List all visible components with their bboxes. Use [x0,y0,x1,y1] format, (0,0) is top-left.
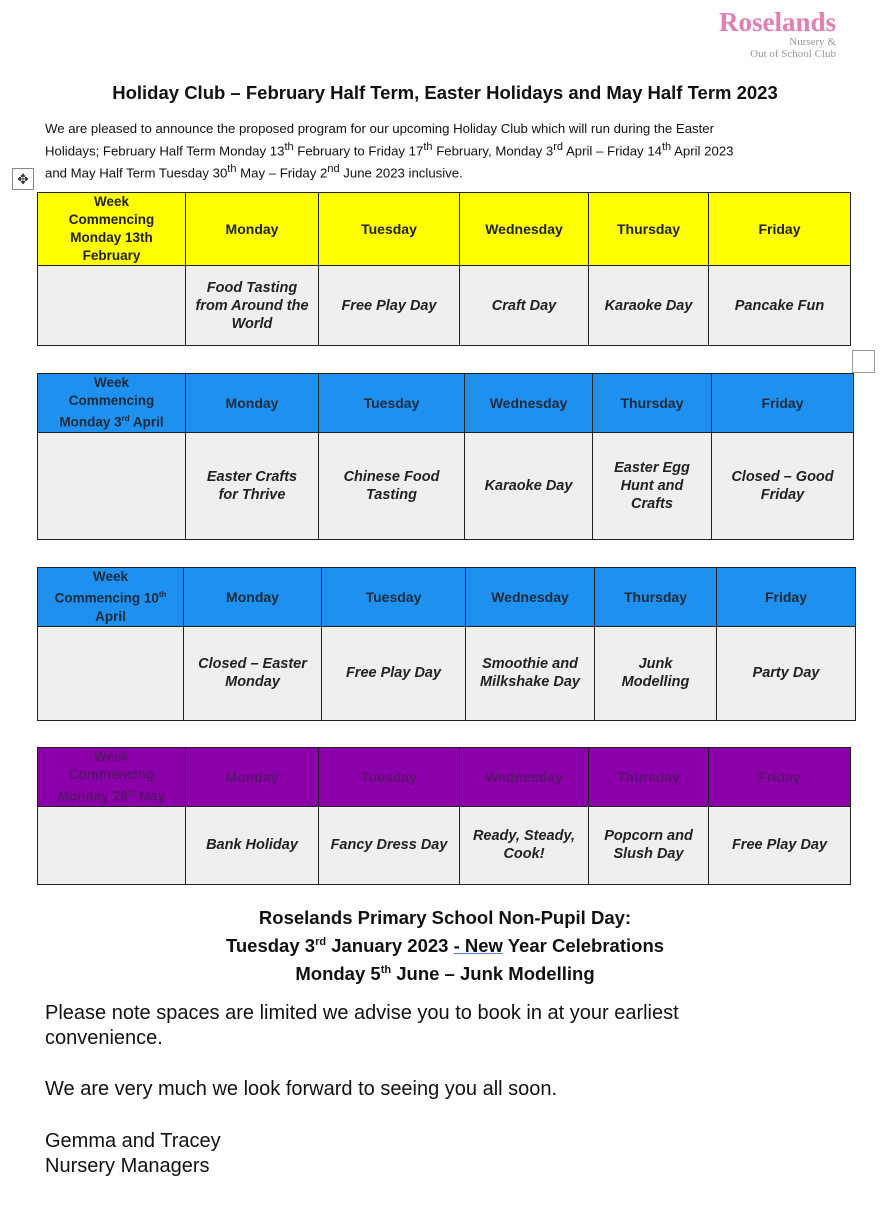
move-cross-icon[interactable]: ✥ [12,168,34,190]
booking-note [45,1001,679,1051]
week-table-apr10 [37,567,856,721]
empty-cell [38,626,184,721]
activity-cell: Ready, Steady, Cook! [460,806,589,885]
activity-cell: Food Tasting from Around the World [186,266,319,346]
day-header-wednesday: Wednesday [460,193,589,266]
activity-cell: Closed – Easter Monday [184,626,322,721]
signature [45,1129,221,1179]
logo-subtitle-line1: Nursery & [789,36,836,48]
signature-names: Gemma and Tracey [45,1130,221,1152]
day-header-tuesday: Tuesday [319,374,465,433]
week-commencing-cell: Week Commencing 10th April [38,568,184,627]
week-table-feb [37,192,851,346]
activity-cell: Free Play Day [322,626,466,721]
document-title: Holiday Club – February Half Term, Easter Holidays and May Half Term 2023 [112,82,778,103]
intro-line-2 [45,138,855,160]
non-pupil-day-notice [0,906,890,986]
intro-text: February, Monday 3 [432,143,554,159]
day-header-friday: Friday [712,374,854,433]
activity-cell: Bank Holiday [186,806,319,885]
week-table-may29 [37,747,851,885]
intro-line-3 [45,160,855,182]
ordinal: rd [553,141,564,153]
activity-cell: Chinese Food Tasting [319,432,465,540]
notice-line-3: Monday 5th June – Junk Modelling [295,963,595,985]
notice-line-2: Tuesday 3rd January 2023 - New Year Celebrations [225,935,665,957]
activity-cell: Junk Modelling [595,626,717,721]
activity-cell: Fancy Dress Day [319,806,460,885]
day-header-thursday: Thursday [595,568,717,627]
intro-text: Holidays; February Half Term Monday 13 [45,143,285,159]
ordinal: th [423,141,433,153]
logo-title: Roselands [718,7,836,37]
ordinal: th [284,141,294,153]
notice-heading: Roselands Primary School Non-Pupil Day: [258,907,632,928]
day-header-tuesday: Tuesday [319,193,460,266]
week-commencing-cell: Week Commencing Monday 13th February [38,193,186,266]
signature-role: Nursery Managers [45,1155,210,1177]
day-header-tuesday: Tuesday [319,748,460,807]
activity-cell: Popcorn and Slush Day [589,806,709,885]
logo-subtitle-line2: Out of School Club [750,48,836,60]
roselands-logo [719,8,836,60]
day-header-thursday: Thursday [589,748,709,807]
intro-line-1: We are pleased to announce the proposed program for our upcoming Holiday Club which will run during the Easter [45,121,715,136]
intro-text: June 2023 inclusive. [339,165,463,181]
empty-cell [38,432,186,540]
empty-cell [38,266,186,346]
day-header-monday: Monday [184,568,322,627]
activity-cell: Pancake Fun [709,266,851,346]
empty-cell [38,806,186,885]
activity-cell: Karaoke Day [465,432,593,540]
day-header-friday: Friday [709,748,851,807]
day-header-monday: Monday [186,374,319,433]
intro-text: May – Friday 2 [236,165,328,181]
activity-cell: Easter Crafts for Thrive [186,432,319,540]
day-header-friday: Friday [709,193,851,266]
day-header-monday: Monday [186,748,319,807]
day-header-monday: Monday [186,193,319,266]
week-commencing-cell: Week Commencing Monday 3rd April [38,374,186,433]
day-header-tuesday: Tuesday [322,568,466,627]
day-header-thursday: Thursday [589,193,709,266]
day-header-wednesday: Wednesday [460,748,589,807]
booking-note-line-2: convenience. [45,1027,163,1049]
intro-text: April 2023 [671,143,734,159]
activity-cell: Closed – Good Friday [712,432,854,540]
week-table-apr3 [37,373,854,540]
intro-text: April – Friday 14 [563,143,662,159]
ordinal: nd [327,163,340,176]
table-resize-handle[interactable] [852,350,875,373]
day-header-friday: Friday [717,568,856,627]
day-header-wednesday: Wednesday [465,374,593,433]
booking-note-line-1: Please note spaces are limited we advise you to book in at your earliest [45,1002,679,1024]
activity-cell: Party Day [717,626,856,721]
intro-paragraph [45,120,855,183]
activity-cell: Free Play Day [709,806,851,885]
intro-text: February to Friday 17 [293,143,424,159]
activity-cell: Karaoke Day [589,266,709,346]
activity-cell: Free Play Day [319,266,460,346]
day-header-wednesday: Wednesday [466,568,595,627]
intro-text: and May Half Term Tuesday 30 [45,165,228,181]
ordinal: th [227,163,237,176]
ordinal: th [661,141,672,153]
activity-cell: Craft Day [460,266,589,346]
activity-cell: Smoothie and Milkshake Day [466,626,595,721]
day-header-thursday: Thursday [593,374,712,433]
closing-note: We are very much we look forward to seeing you all soon. [45,1078,558,1100]
activity-cell: Easter Egg Hunt and Crafts [593,432,712,540]
week-commencing-cell: Week Commencing Monday 29th May [38,748,186,807]
